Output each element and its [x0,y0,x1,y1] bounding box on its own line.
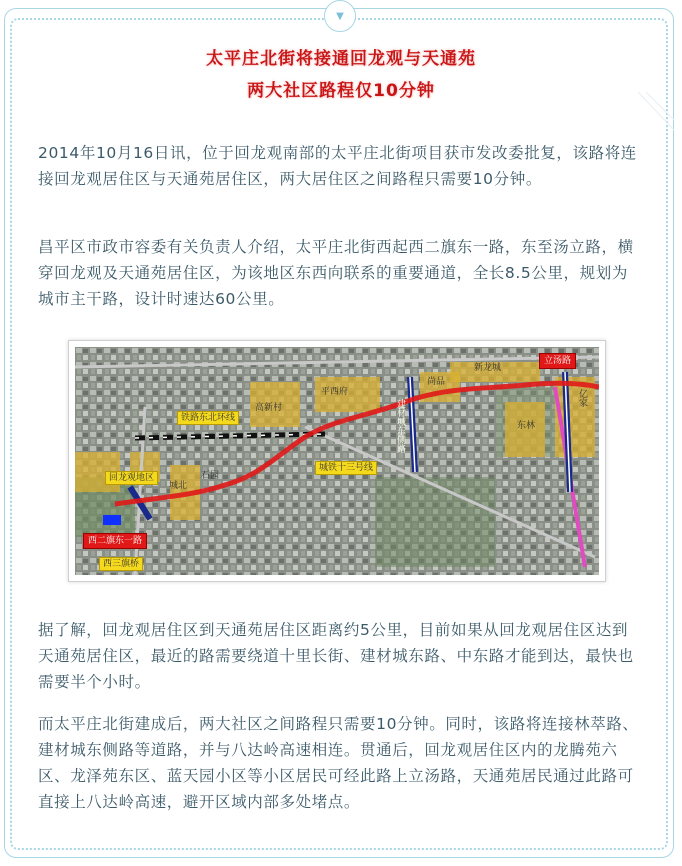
map-label-shangpin: 尚品 [427,377,446,387]
map-label-donglin: 东林 [517,421,536,431]
map-label-xinlong: 新龙城 [474,363,502,373]
paragraph-3: 据了解，回龙观居住区到天通苑居住区距离约5公里，目前如果从回龙观居住区达到天通苑居住区，最近的路需要绕道十里长街、建材城东路、中东路才能到达，最快也需要半个小时。 [38,621,634,691]
map-label-chengbei: 城北 [169,481,188,491]
paragraph-2: 昌平区市政市容委有关负责人介绍，太平庄北街西起西二旗东一路，东至汤立路，横穿回龙观及天通苑居住区，为该地区东西向联系的重要通道，全长8.5公里，规划为城市主干路，设计时速达60公里。 [38,238,634,308]
map-label-huilongguan: 回龙观地区 [105,471,158,485]
map-label-north-ring: 铁路东北环线 [177,411,239,425]
map-label-pingxi: 平西府 [321,387,349,397]
paragraph-1: 2014年10月16日讯，位于回龙观南部的太平庄北街项目获市发改委批复，该路将连接回龙观居住区与天通苑居住区，两大居住区之间路程只需要10分钟。 [38,144,637,188]
map-label-jiancai: 建材城东侧路 [395,399,405,453]
article-title-line2: 两大社区路程仅10分钟 [247,81,435,101]
map-label-line13: 城铁十三号线 [315,461,377,475]
map-label-xierqi: 西二旗东一路 [83,533,147,549]
article-title-line1: 太平庄北街将接通回龙观与天通苑 [206,49,476,69]
map-label-shiyuan: 石园 [201,471,220,481]
map-label-gaoxin: 高新村 [255,403,283,413]
map-label-yijia: 亿家 [577,389,587,407]
chevron-down-icon: ▼ [324,0,356,32]
paragraph-4: 而太平庄北街建成后，两大社区之间路程只需要10分钟。同时，该路将连接林萃路、建材城东侧路等道路，并与八达岭高速相连。贯通后，回龙观居住区内的龙腾苑六区、龙泽苑东区、蓝天园小区等小区居民可经此路上立汤路，天通苑居民通过此路可直接上八达岭高速，避开区域内部多处堵点。 [38,715,639,811]
map-label-xisanqi: 西三旗桥 [99,557,143,571]
route-map [68,340,606,582]
map-label-litang: 立汤路 [539,353,576,369]
